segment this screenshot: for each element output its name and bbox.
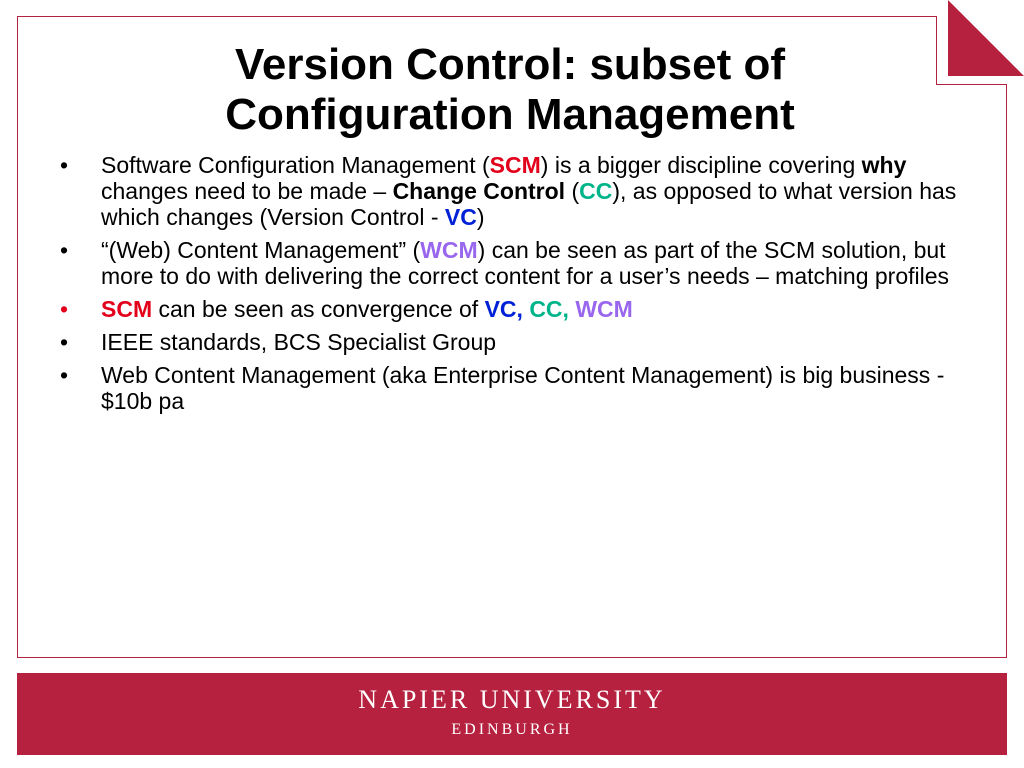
bullet-scm-discipline xyxy=(58,152,958,230)
university-city: EDINBURGH xyxy=(451,721,573,738)
vc-term: VC xyxy=(484,296,517,322)
bullet-marker-red: • xyxy=(60,296,69,322)
bullet-text: ), as opposed to what version has which changes (Version Control - xyxy=(101,178,957,230)
bullet-text: Web Content Management (aka Enterprise Content Management) is big business - $10b pa xyxy=(101,362,945,414)
university-name: NAPIER UNIVERSITY xyxy=(358,685,666,714)
bullet-text: “(Web) Content Management” ( xyxy=(101,237,421,263)
bullet-text: ) is a bigger discipline covering xyxy=(540,152,862,178)
separator: , xyxy=(516,296,530,322)
cc-term: CC xyxy=(529,296,563,322)
bullet-text: can be seen as convergence of xyxy=(152,296,485,322)
title-line-1: Version Control: subset of xyxy=(234,40,786,89)
vc-term: VC xyxy=(444,204,477,230)
bullet-marker: • xyxy=(60,329,69,355)
bullet-standards xyxy=(58,329,958,355)
bullet-marker: • xyxy=(60,237,69,263)
wcm-term: WCM xyxy=(420,237,478,263)
bullet-text: ( xyxy=(565,178,580,204)
why-term: why xyxy=(861,152,907,178)
bullet-marker: • xyxy=(60,152,69,178)
bullet-marker: • xyxy=(60,362,69,388)
bullet-web-content xyxy=(58,237,958,289)
slide-title xyxy=(60,40,960,140)
scm-term: SCM xyxy=(101,296,153,322)
cc-term: CC xyxy=(579,178,613,204)
separator: , xyxy=(562,296,576,322)
bullet-text: ) xyxy=(476,204,485,230)
bullet-text: IEEE standards, BCS Specialist Group xyxy=(101,329,497,355)
bullet-convergence xyxy=(58,296,958,322)
bullet-big-business xyxy=(58,362,958,414)
change-control-term: Change Control xyxy=(392,178,566,204)
scm-term: SCM xyxy=(489,152,541,178)
bullet-text: ) can be seen as part of the SCM solution, but more to do with delivering the correct content for a user’s needs – matching profiles xyxy=(101,237,950,289)
title-line-2: Configuration Management xyxy=(225,90,795,139)
bullet-list xyxy=(58,152,958,421)
bullet-text: changes need to be made – xyxy=(101,178,393,204)
footer-banner xyxy=(17,673,1007,755)
wcm-term: WCM xyxy=(575,296,633,322)
bullet-text: Software Configuration Management ( xyxy=(101,152,490,178)
